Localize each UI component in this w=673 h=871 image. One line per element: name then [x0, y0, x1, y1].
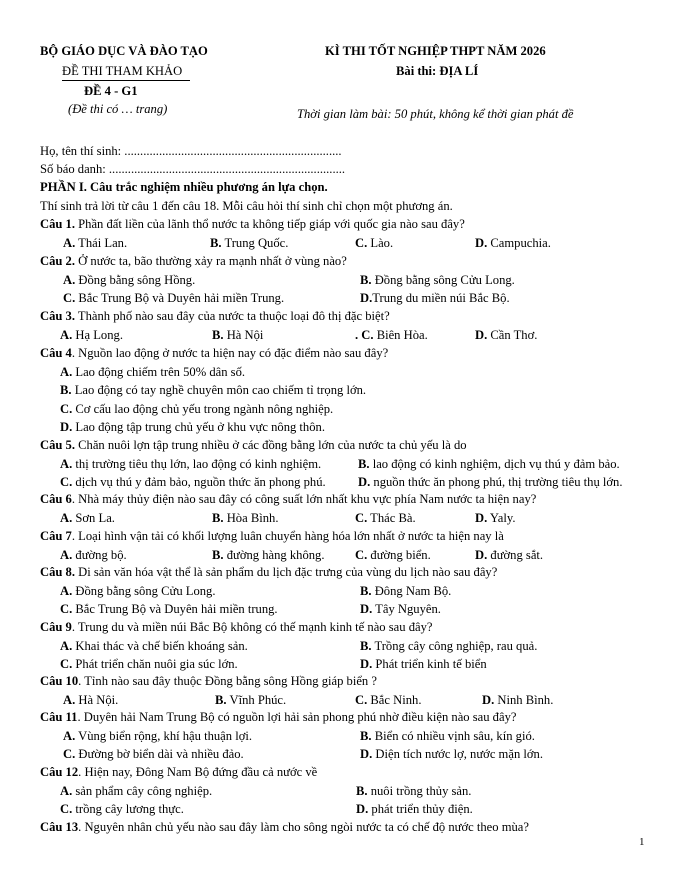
- question-5-stem: [40, 438, 467, 453]
- question-3-option-c: [355, 328, 428, 343]
- question-4-option-c: [60, 402, 333, 417]
- option-text: trồng cây lương thực.: [72, 801, 184, 816]
- option-letter: D.: [360, 601, 373, 616]
- option-letter: B.: [60, 383, 72, 397]
- option-letter: . C.: [355, 327, 374, 342]
- question-number: Câu 6: [40, 492, 72, 506]
- question-text: Chăn nuôi lợn tập trung nhiều ở các đồng bằng lớn của nước ta chủ yếu là do: [75, 438, 467, 452]
- option-letter: C.: [60, 401, 73, 416]
- option-text: Lao động chiếm trên 50% dân số.: [72, 364, 246, 379]
- question-1-option-c: [355, 236, 393, 251]
- question-13-stem: [40, 820, 529, 835]
- question-2-option-b: [360, 273, 515, 288]
- question-3-stem: [40, 309, 390, 324]
- option-letter: B.: [360, 638, 372, 653]
- option-text: Bắc Trung Bộ và Duyên hải miền Trung.: [75, 290, 285, 305]
- option-letter: C.: [60, 474, 73, 489]
- option-letter: A.: [63, 692, 76, 707]
- question-number: Câu 8.: [40, 565, 75, 579]
- question-11-option-a: [63, 729, 252, 744]
- option-letter: D.: [475, 327, 488, 342]
- option-letter: C.: [355, 235, 368, 250]
- option-text: Trung du miền núi Bắc Bộ.: [372, 290, 510, 305]
- question-number: Câu 2.: [40, 254, 75, 268]
- option-letter: D.: [360, 656, 373, 671]
- question-2-option-a: [63, 273, 195, 288]
- option-text: dịch vụ thú y đảm bảo, nguồn thức ăn phong phú.: [72, 474, 326, 489]
- part1-instruction: Thí sinh trả lời từ câu 1 đến câu 18. Mỗi câu hỏi thí sinh chỉ chọn một phương án.: [40, 199, 453, 213]
- question-6-option-b: [212, 511, 278, 526]
- question-7-option-a: [60, 548, 127, 563]
- question-5-option-d: [358, 475, 623, 490]
- question-9-option-a: [60, 639, 248, 654]
- question-number: Câu 12: [40, 765, 79, 779]
- option-text: Lao động tập trung chủ yếu ở khu vực nông thôn.: [72, 420, 325, 434]
- option-text: Hà Nội.: [75, 692, 119, 707]
- header-exam-code: ĐỀ 4 - G1: [84, 84, 138, 98]
- option-letter: A.: [60, 638, 73, 653]
- option-text: nuôi trồng thủy sản.: [367, 783, 472, 798]
- question-number: Câu 3.: [40, 309, 75, 323]
- option-text: Thác Bà.: [367, 510, 416, 525]
- question-text: . Loại hình vận tải có khối lượng luân chuyển hàng hóa lớn nhất ở nước ta hiện nay là: [71, 529, 504, 543]
- option-text: Bắc Trung Bộ và Duyên hải miền trung.: [72, 601, 278, 616]
- option-letter: C.: [63, 746, 76, 761]
- question-6-option-d: [475, 511, 515, 526]
- question-1-option-d: [475, 236, 551, 251]
- question-8-option-d: [360, 602, 441, 617]
- option-text: lao động có kinh nghiệm, dịch vụ thú y đảm bảo.: [369, 456, 620, 471]
- candidate-id-line: Số báo danh: ...........................................................................: [40, 162, 346, 176]
- option-text: Biên Hòa.: [373, 327, 428, 342]
- option-text: Trung Quốc.: [221, 235, 289, 250]
- question-number: Câu 10: [40, 674, 79, 688]
- question-number: Câu 7: [40, 529, 72, 543]
- question-7-option-c: [355, 548, 431, 563]
- option-text: Diện tích nước lợ, nước mặn lớn.: [372, 746, 543, 761]
- option-text: Đông Nam Bộ.: [371, 583, 452, 598]
- question-3-option-d: [475, 328, 537, 343]
- question-text: Ở nước ta, bão thường xảy ra mạnh nhất ở vùng nào?: [75, 254, 347, 268]
- question-3-option-a: [60, 328, 123, 343]
- question-number: Câu 4: [40, 346, 72, 360]
- option-text: Đồng bằng sông Hồng.: [75, 272, 196, 287]
- option-text: Sơn La.: [72, 510, 115, 525]
- option-text: Bắc Ninh.: [367, 692, 422, 707]
- option-letter: C.: [60, 801, 73, 816]
- option-letter: B.: [212, 327, 224, 342]
- option-letter: D.: [60, 420, 73, 434]
- header-doc-underline: [62, 80, 190, 81]
- option-letter: B.: [215, 692, 227, 707]
- question-text: . Nguyên nhân chủ yếu nào sau đây làm cho sông ngòi nước ta có chế độ nước theo mùa?: [78, 820, 529, 834]
- option-letter: A.: [63, 272, 76, 287]
- option-letter: D.: [360, 290, 373, 305]
- option-text: phát triển thủy điện.: [368, 801, 473, 816]
- option-text: thị trường tiêu thụ lớn, lao động có kinh nghiệm.: [72, 456, 322, 471]
- option-letter: C.: [60, 601, 73, 616]
- question-4-option-d: [60, 420, 325, 435]
- option-letter: D.: [475, 235, 488, 250]
- question-1-option-b: [210, 236, 288, 251]
- option-letter: B.: [210, 235, 222, 250]
- question-12-option-b: [356, 784, 471, 799]
- option-letter: D.: [360, 746, 373, 761]
- option-text: Phát triển chăn nuôi gia súc lớn.: [72, 656, 238, 671]
- option-text: Cần Thơ.: [487, 327, 538, 342]
- question-7-stem: [40, 529, 504, 544]
- option-letter: D.: [358, 474, 371, 489]
- header-duration: Thời gian làm bài: 50 phút, không kể thời gian phát đề: [297, 107, 574, 121]
- question-12-option-d: [356, 802, 473, 817]
- question-text: . Trung du và miền núi Bắc Bộ không có thế mạnh kinh tế nào sau đây?: [71, 620, 433, 634]
- question-8-option-c: [60, 602, 278, 617]
- option-letter: A.: [60, 327, 73, 342]
- question-12-stem: [40, 765, 317, 780]
- option-letter: D.: [475, 547, 488, 562]
- option-text: Tây Nguyên.: [372, 601, 441, 616]
- question-number: Câu 11: [40, 710, 78, 724]
- option-text: đường biển.: [367, 547, 431, 562]
- option-letter: A.: [60, 364, 73, 379]
- option-text: Biển có nhiều vịnh sâu, kín gió.: [371, 728, 535, 743]
- question-4-option-b: [60, 383, 366, 398]
- header-org: BỘ GIÁO DỤC VÀ ĐÀO TẠO: [40, 44, 208, 58]
- question-9-option-b: [360, 639, 537, 654]
- question-number: Câu 1.: [40, 217, 75, 231]
- candidate-name-line: Họ, tên thí sinh: .....................................................................: [40, 144, 342, 158]
- question-text: . Duyên hải Nam Trung Bộ có nguồn lợi hải sản phong phú nhờ điều kiện nào sau đây?: [77, 710, 517, 724]
- option-text: Ninh Bình.: [494, 692, 554, 707]
- question-text: . Nhà máy thủy điện nào sau đây có công suất lớn nhất khu vực phía Nam nước ta hiện nay?: [71, 492, 537, 506]
- question-10-option-c: [355, 693, 421, 708]
- option-letter: D.: [475, 510, 488, 525]
- option-letter: C.: [355, 510, 368, 525]
- option-text: Vĩnh Phúc.: [226, 692, 287, 707]
- option-letter: B.: [358, 456, 370, 471]
- question-2-option-d: [360, 291, 510, 306]
- question-text: . Tỉnh nào sau đây thuộc Đồng bằng sông Hồng giáp biển ?: [78, 674, 377, 688]
- question-8-option-a: [60, 584, 216, 599]
- question-4-option-a: [60, 365, 245, 380]
- question-text: Thành phố nào sau đây của nước ta thuộc loại đô thị đặc biệt?: [75, 309, 390, 323]
- option-letter: B.: [360, 583, 372, 598]
- option-letter: B.: [356, 783, 368, 798]
- option-letter: B.: [360, 272, 372, 287]
- question-number: Câu 9: [40, 620, 72, 634]
- question-10-option-d: [482, 693, 553, 708]
- question-6-stem: [40, 492, 536, 507]
- option-letter: C.: [63, 290, 76, 305]
- option-text: Hạ Long.: [72, 327, 123, 342]
- question-text: Di sản văn hóa vật thể là sản phẩm du lịch đặc trưng của vùng du lịch nào sau đây?: [75, 565, 498, 579]
- option-text: Phát triển kinh tế biển: [372, 656, 487, 671]
- question-5-option-c: [60, 475, 326, 490]
- option-text: Vùng biển rộng, khí hậu thuận lợi.: [75, 728, 253, 743]
- header-exam-title: KÌ THI TỐT NGHIỆP THPT NĂM 2026: [325, 44, 546, 58]
- option-letter: C.: [60, 656, 73, 671]
- question-11-option-b: [360, 729, 535, 744]
- question-7-option-b: [212, 548, 325, 563]
- page-number: 1: [639, 836, 645, 848]
- option-letter: A.: [60, 583, 73, 598]
- option-text: Trồng cây công nghiệp, rau quả.: [371, 638, 538, 653]
- option-letter: A.: [63, 235, 76, 250]
- question-10-option-a: [63, 693, 118, 708]
- option-text: Lào.: [367, 235, 394, 250]
- option-text: Hà Nội: [223, 327, 264, 342]
- option-text: Đồng bằng sông Cửu Long.: [371, 272, 515, 287]
- question-2-option-c: [63, 291, 284, 306]
- option-text: Lao động có tay nghề chuyên môn cao chiếm tỉ trọng lớn.: [71, 383, 367, 397]
- option-letter: A.: [60, 510, 73, 525]
- option-text: Cơ cấu lao động chủ yếu trong ngành nông nghiệp.: [72, 401, 334, 416]
- option-text: nguồn thức ăn phong phú, thị trường tiêu thụ lớn.: [370, 474, 623, 489]
- option-text: Đường bờ biển dài và nhiều đảo.: [75, 746, 244, 761]
- question-2-stem: [40, 254, 347, 269]
- question-9-option-c: [60, 657, 238, 672]
- option-text: đường hàng không.: [223, 547, 325, 562]
- question-11-option-d: [360, 747, 543, 762]
- question-6-option-a: [60, 511, 115, 526]
- question-1-stem: [40, 217, 465, 232]
- option-letter: C.: [355, 692, 368, 707]
- question-10-option-b: [215, 693, 286, 708]
- question-8-stem: [40, 565, 497, 580]
- question-number: Câu 5.: [40, 438, 75, 452]
- question-text: . Nguồn lao động ở nước ta hiện nay có đặc điểm nào sau đây?: [71, 346, 389, 360]
- option-text: Đồng bằng sông Cửu Long.: [72, 583, 216, 598]
- option-letter: A.: [60, 783, 73, 798]
- question-11-option-c: [63, 747, 244, 762]
- question-5-option-b: [358, 457, 620, 472]
- option-letter: C.: [355, 547, 368, 562]
- question-4-stem: [40, 346, 388, 361]
- question-6-option-c: [355, 511, 416, 526]
- option-text: sản phẩm cây công nghiệp.: [72, 783, 213, 798]
- question-1-option-a: [63, 236, 127, 251]
- header-subject: Bài thi: ĐỊA LÍ: [396, 64, 479, 78]
- option-letter: B.: [212, 510, 224, 525]
- question-8-option-b: [360, 584, 451, 599]
- option-letter: D.: [482, 692, 495, 707]
- option-text: Khai thác và chế biến khoáng sản.: [72, 638, 248, 653]
- option-text: Yaly.: [487, 510, 516, 525]
- question-10-stem: [40, 674, 377, 689]
- question-7-option-d: [475, 548, 543, 563]
- header-doc-type: ĐỀ THI THAM KHẢO: [62, 64, 183, 78]
- option-letter: A.: [60, 547, 73, 562]
- option-letter: A.: [63, 728, 76, 743]
- question-text: Phần đất liền của lãnh thổ nước ta không tiếp giáp với quốc gia nào sau đây?: [75, 217, 465, 231]
- question-3-option-b: [212, 328, 263, 343]
- part1-title: PHẦN I. Câu trắc nghiệm nhiều phương án lựa chọn.: [40, 180, 328, 194]
- option-letter: B.: [212, 547, 224, 562]
- question-11-stem: [40, 710, 516, 725]
- option-text: đường sắt.: [487, 547, 544, 562]
- question-5-option-a: [60, 457, 321, 472]
- option-text: đường bộ.: [72, 547, 127, 562]
- option-text: Hòa Bình.: [223, 510, 279, 525]
- option-text: Campuchia.: [487, 235, 551, 250]
- question-12-option-c: [60, 802, 184, 817]
- option-letter: B.: [360, 728, 372, 743]
- option-text: Thái Lan.: [75, 235, 128, 250]
- option-letter: D.: [356, 801, 369, 816]
- question-12-option-a: [60, 784, 212, 799]
- question-9-stem: [40, 620, 432, 635]
- option-letter: A.: [60, 456, 73, 471]
- header-page-count: (Đề thi có … trang): [68, 102, 168, 116]
- question-text: . Hiện nay, Đông Nam Bộ đứng đầu cả nước về: [78, 765, 318, 779]
- question-9-option-d: [360, 657, 487, 672]
- question-number: Câu 13: [40, 820, 79, 834]
